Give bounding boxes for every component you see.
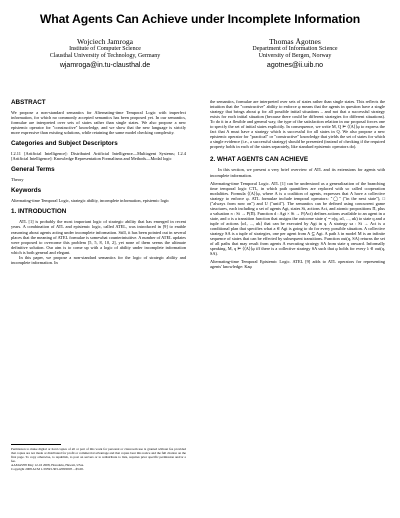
- section-heading: 1. INTRODUCTION: [11, 208, 67, 216]
- author-affiliation: Institute of Computer Science: [69, 46, 141, 52]
- author-name: Wojciech Jamroga: [76, 37, 134, 46]
- author-block-2: [230, 37, 360, 70]
- body-paragraph: ATL [1] is probably the most important logic of strategic ability that has emerged in recent years. A combination of ATL and epistemic logic, called ATEL, was introduced in [9] to enable reasoning about agents acting under incomplete information. Still, it has been pointed out in several places that the meaning of ATEL formulae is somewhat counterintuitive. A number of ATEL updates were proposed to overcome this problem [5, 5, 8, 10, 2], yet none of them seems the ultimate definitive solution. Our aim is to come up with a logic of ability under incomplete information which is both general and elegant.: [11, 219, 186, 255]
- author-email: agotnes@ii.uib.no: [266, 61, 324, 69]
- body-paragraph: In this section, we present a very brief overview of ATL and its extensions for agents with incomplete information.: [210, 167, 385, 178]
- author-affiliation: Department of Information Science: [252, 46, 338, 52]
- right-column: [210, 99, 385, 269]
- body-paragraph: Alternating-time Temporal Epistemic Logic. ATEL [9] adds to ATL operators for representing agents' knowledge: Kaφ: [210, 259, 385, 270]
- body-paragraph: Alternating-time Temporal Logic. ATL [1] can be understood as a generalization of the branching time temporal logic CTL, in which path quantifiers are replaced with so called cooperation modalities. Formula ⟨⟨A⟩⟩φ, where A is a coalition of agents, expresses that A have a collective strategy to enforce φ. ATL formulae include temporal operators: "◯" ("in the next state"), □ ("always from now on") and U ("until"). The semantics can be defined using concurrent game structures, each including a set of agents Agt, states St, actions Act, and atomic propositions Π, plus a valuation π : St → P(Π). Function d : Agt × St → P(Act) defines actions available to an agent in a state, and o is a transition function that assigns the outcome state q' = o(q, α1, ..., αk) to state q and a tuple of actions ⟨α1, ..., αk⟩ that can be executed by Agt in q. A strategy sa : St → Act is a conditional plan that specifies what a ∈ Agt is going to do for every possible situation. A collective strategy SA is a tuple of strategies, one per agent from A ⊆ Agt. A path λ in model M is an infinite sequence of states that can be effected by subsequent transitions. Function out(q, SA) returns the set of all paths that may result from agents A executing strategy SA from state q onward. Informally speaking, M, q ⊨ ⟨⟨A⟩⟩φ iff there is a collective strategy SA such that φ holds for every λ ∈ out(q, SA).: [210, 180, 385, 257]
- categories-heading: Categories and Subject Descriptors: [11, 140, 118, 148]
- abstract-text: We propose a non-standard semantics for Alternating-time Temporal Logic with imperfect information, for which no commonly accepted semantics has been proposed yet. In our semantics, formulae are interpreted over sets of states rather than single states. We also propose a new epistemic operator for "constructive" knowledge, and we show that the new language is strictly more expressive than existing solutions, while retaining the same model checking complexity.: [11, 110, 186, 136]
- body-paragraph: the semantics, formulae are interpreted over sets of states rather than single states. This reflects the intuition that the "constructive" ability to enforce φ means that the agents in question have a single strategy that brings about φ for all possible initial situations – and not that a successful strategy exists for each initial situation (because there could be different strategies for different situations). To do it in a flexible and general way, the type of the satisfaction relation in our proposal forces one to specify the set of initial states explicitly. In consequence, we write M, Q ⊨ ⟨⟨A⟩⟩φ to express the fact that A must have a strategy which is successful for all states in Q. We also propose a new epistemic operator for "practical" or "constructive" knowledge that yields the set of states for which a single evidence (i.e., a successful strategy) should be presented (instead of checking if the required property holds in each of the states separately, like standard epistemic operators do).: [210, 99, 385, 150]
- section-heading: 2. WHAT AGENTS CAN ACHIEVE: [210, 156, 309, 164]
- general-terms-heading: General Terms: [11, 166, 55, 174]
- copyright-footnote: Permission to make digital or hard copies of all or part of this work for personal or classroom use is granted without fee provided that copies are not made or distributed for profit or commercial advantage and that copies bear this notice and the full citation on the first page. To copy otherwise, to republish, to post on servers or to redistribute to lists, requires prior specific permission and/or a fee. AAMAS'08 May 12-16 2008, Honolulu, Hawaii, USA. Copyright 2008 ACM 1-59593-303-4/08/0005 ...$5.00.: [11, 447, 186, 471]
- body-paragraph: In this paper, we propose a non-standard semantics for the logic of strategic ability and incomplete information. In: [11, 254, 186, 265]
- categories-text: I.2.11 [Artificial Intelligence]: Distributed Artificial Intelligence—Multiagent Systems; I.2.4 [Artificial Intelligence]: Knowledge Representation Formalisms and Methods—Modal logic: [11, 151, 186, 162]
- author-affiliation: University of Bergen, Norway: [258, 53, 332, 60]
- author-name: Thomas Ågotnes: [269, 37, 321, 46]
- author-email: wjamroga@in.tu-clausthal.de: [59, 61, 151, 69]
- keywords-heading: Keywords: [11, 187, 42, 195]
- footnote-divider: [11, 444, 61, 445]
- left-column: [11, 99, 186, 265]
- abstract-heading: ABSTRACT: [11, 99, 46, 106]
- author-affiliation: Clausthal University of Technology, Germany: [49, 53, 161, 60]
- general-terms-text: Theory: [11, 177, 24, 183]
- keywords-text: Alternating-time Temporal Logic, strategic ability, incomplete information, epistemic logic: [11, 198, 170, 204]
- paper-title: What Agents Can Achieve under Incomplete Information: [39, 12, 361, 26]
- author-block-1: [40, 37, 170, 70]
